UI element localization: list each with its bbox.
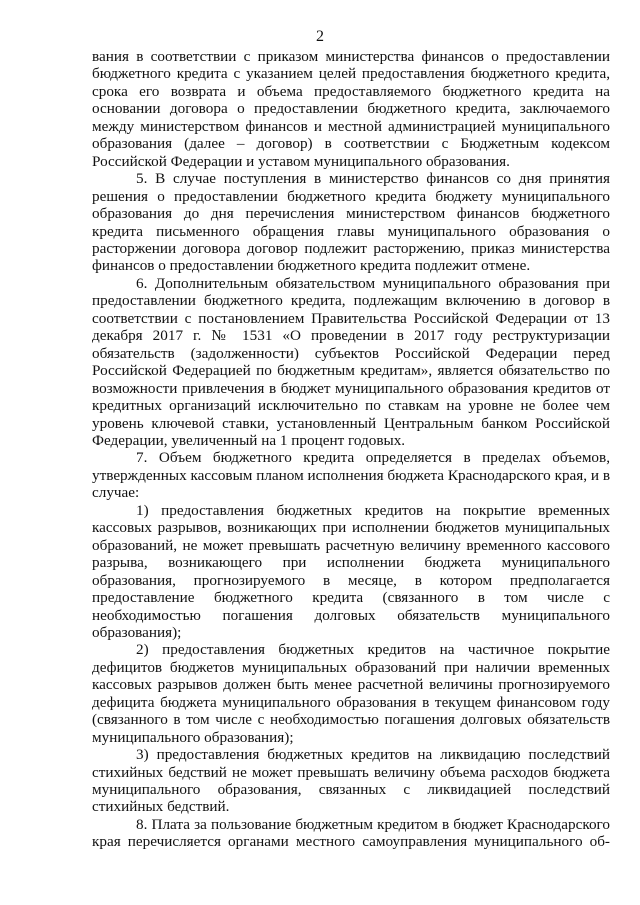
paragraph-clause-5: 5. В случае поступления в министерство финансов со дня принятия решения о предоставлении бюджетного кредита бюджету муниципального образования до дня перечисления министерством финансов бюджетного кредита письменного обращения главы муниципального образования о расторжении договора договор подлежит расторжению, приказ министерства финансов о предоставлении бюджетного кредита подлежит отмене. (92, 170, 610, 275)
paragraph-clause-6: 6. Дополнительным обязательством муниципального образования при предоставлении бюджетного кредита, подлежащим включению в договор в соответствии с постановлением Правительства Российской Федерации от 13 декабря 2017 г. № 1531 «О проведении в 2017 году реструктуризации обязательств (задолженности) субъектов Российской Федерации перед Российской Федерацией по бюджетным кредитам», является обязательство по возможности привлечения в бюджет муниципального образования кредитов от кредитных организаций исключительно по ставкам на уровне не более чем уровень ключевой ставки, установленный Центральным банком Российской Федерации, увеличенный на 1 процент годовых. (92, 274, 610, 449)
paragraph-subclause-1: 1) предоставления бюджетных кредитов на покрытие временных кассовых разрывов, возникающих при исполнении бюджетов муниципальных образований, не может превышать расчетную величину временного кассового разрыва, возникающего при исполнении бюджета муниципального образования, прогнозируемого в месяце, в котором предполагается предоставление бюджетного кредита (связанного в том числе с необходимостью погашения долговых обязательств муниципального образования); (92, 501, 610, 641)
document-body (92, 48, 610, 851)
paragraph-subclause-3: 3) предоставления бюджетных кредитов на ликвидацию последствий стихийных бедствий не может превышать величину объема расходов бюджета муниципального образования, связанных с ликвидацией последствий стихийных бедствий. (92, 746, 610, 816)
paragraph-continuation: вания в соответствии с приказом министерства финансов о предоставлении бюджетного кредита с указанием целей предоставления бюджетного кредита, срока его возврата и объема предоставляемого бюджетного кредита на основании договора о предоставлении бюджетного кредита, заключаемого между министерством финансов и местной администрацией муниципального образования (далее – договор) в соответствии с Бюджетным кодексом Российской Федерации и уставом муниципального образования. (92, 48, 610, 170)
paragraph-clause-8: 8. Плата за пользование бюджетным кредитом в бюджет Краснодарского края перечисляется органами местного самоуправления муниципального об- (92, 815, 610, 851)
paragraph-subclause-2: 2) предоставления бюджетных кредитов на частичное покрытие дефицитов бюджетов муниципальных образований при наличии временных кассовых разрывов должен быть менее расчетной величины прогнозируемого дефицита бюджета муниципального образования в текущем финансовом году (связанного в том числе с необходимостью погашения долговых обязательств муниципального образования); (92, 641, 610, 746)
paragraph-clause-7: 7. Объем бюджетного кредита определяется в пределах объемов, утвержденных кассовым планом исполнения бюджета Краснодарского края, и в случае: (92, 449, 610, 502)
page-number: 2 (316, 28, 324, 45)
